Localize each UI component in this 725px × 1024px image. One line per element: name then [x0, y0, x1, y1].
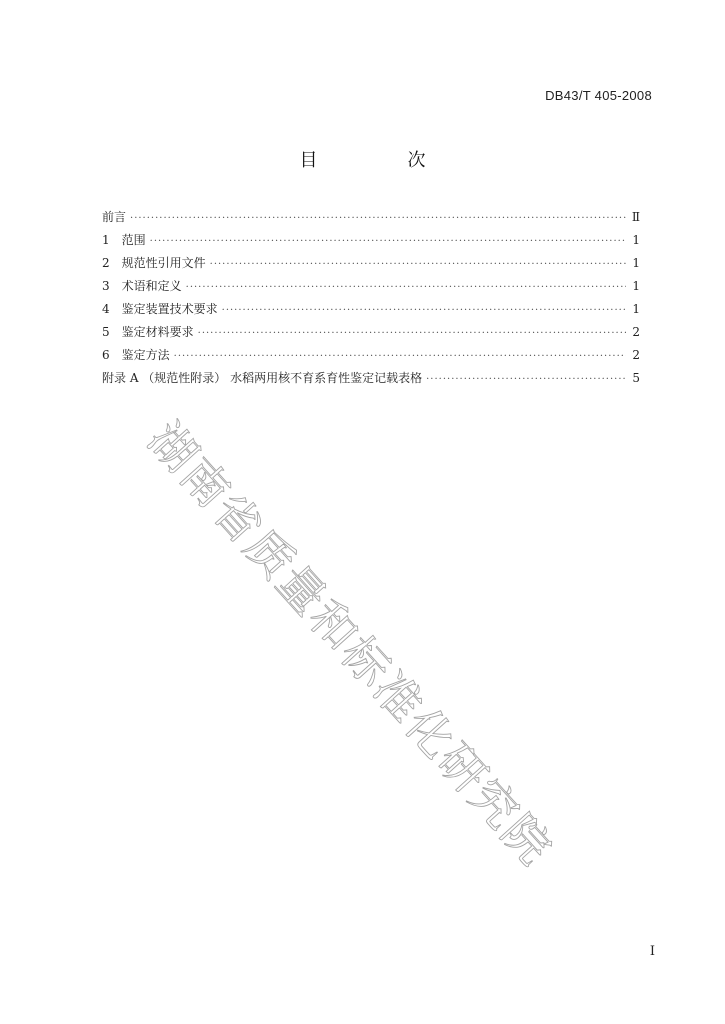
toc-leader-dots: [210, 259, 626, 270]
toc-entry-page: 2: [632, 348, 640, 362]
toc-entry-foreword[interactable]: [102, 208, 640, 231]
toc-entry-label: 附录 A （规范性附录） 水稻两用核不育系育性鉴定记载表格: [102, 371, 423, 385]
toc-leader-dots: [130, 213, 626, 224]
toc-leader-dots: [150, 236, 626, 247]
toc-entry-label: 5 鉴定材料要求: [102, 325, 194, 339]
table-of-contents: [102, 208, 640, 392]
toc-entry-scope[interactable]: [102, 231, 640, 254]
toc-entry-page: 1: [632, 279, 640, 293]
toc-entry-label: 前言: [102, 210, 127, 224]
toc-entry-methods[interactable]: [102, 346, 640, 369]
toc-entry-page: 2: [632, 325, 640, 339]
toc-leader-dots: [186, 282, 626, 293]
toc-entry-page: 1: [632, 302, 640, 316]
toc-entry-page: 5: [632, 371, 640, 385]
toc-entry-label: 4 鉴定装置技术要求: [102, 302, 218, 316]
toc-leader-dots: [426, 374, 626, 385]
toc-entry-label: 3 术语和定义: [102, 279, 182, 293]
toc-leader-dots: [198, 328, 626, 339]
toc-entry-page: 1: [632, 256, 640, 270]
toc-leader-dots: [174, 351, 626, 362]
toc-entry-device-requirements[interactable]: [102, 300, 640, 323]
toc-entry-page: Ⅱ: [631, 210, 640, 224]
toc-entry-normative-references[interactable]: [102, 254, 640, 277]
toc-entry-terms-definitions[interactable]: [102, 277, 640, 300]
toc-entry-label: 1 范围: [102, 233, 146, 247]
toc-entry-label: 6 鉴定方法: [102, 348, 170, 362]
toc-entry-label: 2 规范性引用文件: [102, 256, 206, 270]
toc-entry-page: 1: [632, 233, 640, 247]
toc-entry-appendix-a[interactable]: [102, 369, 640, 392]
toc-entry-material-requirements[interactable]: [102, 323, 640, 346]
institute-watermark: 湖南省质量和标准化研究院: [137, 411, 564, 877]
toc-title: 目 次: [299, 150, 462, 171]
page-number: Ⅰ: [649, 944, 655, 959]
toc-leader-dots: [222, 305, 626, 316]
document-code: DB43/T 405-2008: [545, 88, 652, 103]
